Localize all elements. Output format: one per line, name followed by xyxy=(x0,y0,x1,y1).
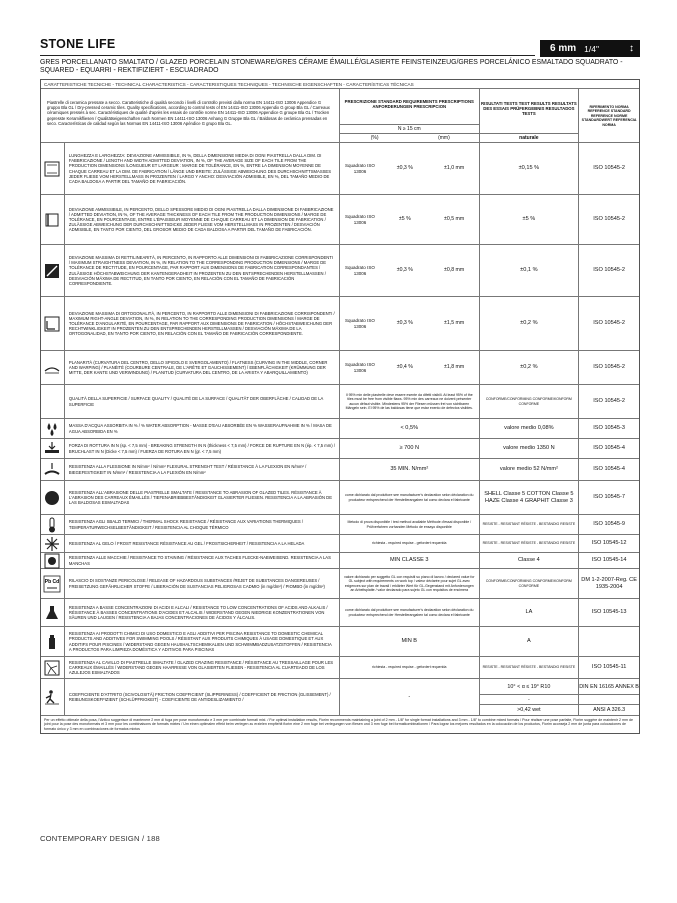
thickness-inch: 1/4" xyxy=(584,43,599,54)
result-value: 10° < α ≤ 19° R10 xyxy=(480,679,579,695)
reference-header: RIFERIMENTO NORMA REFERENCE STANDARD REFERENCE NORME STANDARDWERT REFERENCIA NORMA xyxy=(581,105,637,127)
tolerance-mm: ±0,8 mm xyxy=(430,245,480,296)
requirement-value: MIN CLASSE 3 xyxy=(340,553,480,568)
flexural-strength-icon xyxy=(41,459,65,480)
thickness-mm: 6 mm xyxy=(550,43,577,54)
thickness-icon xyxy=(41,195,65,244)
requirement-value: richiesta - required requise - gefordert requerida xyxy=(340,657,480,678)
result-value: LA xyxy=(480,599,580,626)
crazing-icon xyxy=(41,657,65,678)
requirement-value: ≥ 700 N xyxy=(340,439,480,458)
row-description: PLANARITÀ (CURVATURA DEL CENTRO, DELLO SPIGOLO E SVERGOLAMENTO) / FLATNESS (CURVING IN THE MIDDLE, CORNER AND WARPING) / PLANÉITÉ (COURBURE CENTRALE, DE L'ARÊTE ET GAUCHISSEMENT) / EBENFLÄCHIGKEIT (KRÜMMUNG DER MITTE, DER KANTE UND VERWINDUNG) / PLANITUD (CURVATURA DEL CENTRO, DE LA ARISTA Y ABARQUILLAMIENTO) xyxy=(65,351,340,384)
requirement-value: richiesta - required requise - gefordert requerida xyxy=(340,535,480,552)
tech-line: CARATTERISTICHE TECNICHE - TECHNICAL CHARACTERISTICS - CARACTERISTIQUES TECHNIQUES - TECHNISCHE EIGENSCHAFTEN - CARACTERÍSTICAS TÉCNICAS xyxy=(41,80,639,89)
results-stack xyxy=(480,679,580,715)
thermal-shock-icon xyxy=(41,515,65,534)
table-row xyxy=(41,297,639,351)
requirements-header xyxy=(340,89,480,142)
requirement-value: come dichiarato dal produttore see manufacturer's declaration selon déclaration du producteur entsprechend der Herstellerangaben tal como declara el fabricante xyxy=(340,599,480,626)
abrasion-icon xyxy=(41,481,65,514)
result-value: RESISTE - RESISTANT RÉSISTE - BESTÄNDIG RESISTE xyxy=(480,535,580,552)
result-value: valore medio 1350 N xyxy=(480,439,580,458)
requirement-value: come dichiarato dal produttore see manufacturer's declaration selon déclaration du producteur entsprechend der Herstellerangaben tal como declara el fabricante xyxy=(340,481,480,514)
table-row xyxy=(41,143,639,195)
results-natural: naturale xyxy=(480,133,579,142)
requirements-units xyxy=(340,133,479,142)
row-description: DEVIAZIONE MASSIMA DI RETTILINEARITÀ, IN PERCENTO, IN RAPPORTO ALLE DIMENSIONI DI FABBRICAZIONE CORRISPONDENTI / MAXIMUM STRAIGHTNESS DEVIATION, IN %, IN RELATION TO THE CORRESPONDING PRODUCTION DIMENSIONS / MARGE DE TOLÉRANCE DE RECTITUDE, EN POURCENTAGE, PAR RAPPORT AUX DIMENSIONS DE FABRICATION CORRESPONDANTES / ZULÄSSIGE HÖCHSTABWEICHUNG DER KANTENGERADHEIT IN PROZENTEN ZU DEN ENTSPRECHENDEN HERSTELLMASSEN / DESVIACIÓN MÁXIMA DE RECTITUD, EN TANTO POR CIENTO, EN RELACIÓN CON EL TAMAÑO DE FABRICACIÓN CORRESPONDIENTE. xyxy=(65,245,340,296)
iso-reference: ISO 10545-2 xyxy=(593,398,625,405)
iso-reference: ISO 10545-3 xyxy=(593,425,625,432)
table-row xyxy=(41,419,639,439)
tolerance-mm: ±1,8 mm xyxy=(430,351,480,384)
breaking-strength-icon xyxy=(41,439,65,458)
technical-table xyxy=(40,79,640,734)
tolerance-percent: ±0,3 % xyxy=(396,320,413,326)
tolerance-mm: ±1,0 mm xyxy=(430,143,480,194)
standard-label: Squadrato ISO 13006 xyxy=(345,265,375,276)
row-description: QUALITÀ DELLA SUPERFICIE / SURFACE QUALITY / QUALITÉ DE LA SURFACE / QUALITÄT DER OBERFLÄCHE / CALIDAD DE LA SUPERFICIE xyxy=(65,385,340,418)
footnote: Per un effetto ottimale della posa, l'Antico suggerisce di mantenere 2 mm di fuga per pose monoformato e 3 mm per combinate formati mixi. / For optimal installation results, Fiorim recommends maintaining a joint of 2 mm - 1/8" for single format installations and 3 mm - 1/8" to combine mixed formats / Pour réaliser une pose parfaite, Fiorim suggère de maintenir 2 mm de joint pour la pose des monoformats et 3 mm pour les combinaisons de formats mixtes / Um einen optimalen effekt beim verlegen zu erzielen empfiehlt fiorim eine 2 mm fuge bei verlegungen von fliesen und 3 mm fuge bei formatkombinationen / Para lograr los mejores resultados en la colocación de los productos, Fiorim aconseja 2 mm de junta para colocaciones de formato único y 3 mm en combinaciones de formatos mixtos xyxy=(41,715,639,733)
row-description: RESISTENZA ALL'ABRASIONE DELLE PIASTRELLE SMALTATE / RESISTANCE TO ABRASION OF GLAZED TILES. RÉSISTANCE À L'ABRASION DES CARREAUX ÉMAILLÉS / TIEFENABRIEBBESTÄNDIGKEIT GLASIERTER FLIESEN. RESISTENCIA A LA ABRASIÓN DE LAS BALDOSAS ESMALTADAS xyxy=(65,481,340,514)
intro-text: Piastrelle di ceramica pressate a secco. Caratteristiche di qualità secondo i livelli di controllo previsti dalla norma EN 14411-ISO 13006 Appendice G gruppo Bla GL / Dry-pressed ceramic tiles. Quality specifications, according to control tests of EN 14411-ISO 13006 Appendix G group Bla GL / Carreaux céramiques pressés à sec. Caractéristiques de qualité d'après les essais de contrôle norme EN 14411-ISO 13006 Appendice G groupe Bla GL / Trocken gepresste Keramikfliesen / Qualitätseigenschaften nach Normen EN 14411-ISO 13006 Anhang G Gruppe Bla GL / Baldosas de cerámica prensadas en seco. Características de calidad según las Normas EN 14411-ISO 13006 Apéndice G grupo Bla GL. xyxy=(41,89,340,142)
requirements-title: PRESCRIZIONE STANDARD REQUIREMENTS PRESCRIPTIONS ANFORDERUNGEN PRESCRIPCION xyxy=(344,99,474,109)
table-row xyxy=(41,553,639,569)
row-description: LUNGHEZZA E LARGHEZZA: DEVIAZIONE AMMISSIBILE, IN %, DELLA DIMENSIONE MEDIA DI OGNI PIASTRELLA DALLA DIM. DI FABBRICAZIONE / LENGTH AND WIDTH ADMITTED DEVIATION, IN %, OF THE AVERAGE SIZE OF EACH TILE FROM THE PRODUCTION DIMENSIONS /LONGUEUR ET LARGEUR : MARGE DE TOLÉRANCE, EN %, ENTRE LA DIMENSION MOYENNE DE CHAQUE CARREAU ET LA DIM. DE FABRICATION / LÄNGE UND BREITE: ZULÄSSIGE ABWEICHUNG DES DURCHSCHNITTSMASSES JEDER FLIESE VOM HERSTELLMASS IN PROZENTEN / LARGO Y ANCHO: DESVIACIÓN ADMISIBLE, EN %, DEL TAMAÑO MEDIO DE CADA BALDOSA A PARTIR DEL TAMAÑO DE FABRICACIÓN. xyxy=(65,143,340,194)
row-description: FORZA DI ROTTURA IN N (sp. < 7,5 mm) - BREAKING STRENGTH IN N (thickness < 7,5 mm) / FORCE DE RUPTURE EN N (ép. < 7,5 mm) / BRUCHLAST IN N (Dicke < 7,5 mm) / FUERZA DE ROTURA EN N (gr. < 7,5 mm) xyxy=(65,439,340,458)
iso-stack xyxy=(579,679,639,715)
svg-text:Pb Cd: Pb Cd xyxy=(45,578,60,585)
flatness-icon xyxy=(41,351,65,384)
result-value: ±0,2 % xyxy=(480,351,580,384)
requirement-value: MIN B xyxy=(340,627,480,656)
table-row xyxy=(41,657,639,679)
water-absorption-icon xyxy=(41,419,65,438)
iso-reference: ISO 10545-2 xyxy=(593,165,625,172)
iso-reference: ISO 10545-2 xyxy=(593,364,625,371)
result-value: A xyxy=(480,627,580,656)
orthogonality-icon xyxy=(41,297,65,350)
table-row xyxy=(41,481,639,515)
result-value: CONFORME/CONFORMING CONFORME/KONFORM CONFORME xyxy=(480,569,580,598)
result-value: - xyxy=(480,695,579,705)
iso-reference: DM 1-2-2007-Reg. CE 1935-2004 xyxy=(581,577,637,590)
requirement-value: 35 MIN. N/mm² xyxy=(340,459,480,480)
iso-reference xyxy=(579,695,639,705)
standard-label: Squadrato ISO 13006 xyxy=(345,318,375,329)
table-row xyxy=(41,195,639,245)
result-value: >0,42 wet xyxy=(517,707,541,713)
unit-percent: (%) xyxy=(370,135,379,141)
iso-reference: ISO 10545-14 xyxy=(591,557,627,564)
unit-mm: (mm) xyxy=(438,135,450,141)
straightness-icon xyxy=(41,245,65,296)
requirement-value: valore dichiarato per soggetto GL con requisiti su piano di lavoro / declared value for GL subject with requirements on work top / valeur déclarée pour sujet GL avec exigences sur plan de travail / erklärter Wert für GL-Gegenstand mit Anforderungen an Arbeitsplatte / valor declarado para sujeto GL con requisitos de encimera xyxy=(340,569,480,598)
results-title: RISULTATI TESTS TEST RESULTS RESULTATS DES ESSAIS PRÜFERGEBNIS RESULTADOS TESTS xyxy=(481,101,577,116)
iso-reference: ISO 10545-2 xyxy=(593,320,625,327)
page-footer: CONTEMPORARY DESIGN / 188 xyxy=(40,834,160,843)
row-description: DEVIAZIONE MASSIMA DI ORTOGONALITÀ, IN PERCENTO, IN RAPPORTO ALLE DIMENSIONI DI FABBRICAZIONE CORRISPONDENTI / MAXIMUM RIGHT-ANGLE DEVIATION, IN %, IN RELATION TO THE CORRESPONDING PRODUCTION DIMENSIONS / MARGE DE TOLÉRANCE D'ANGULARITÉ, EN POURCENTAGE, PAR RAPPORT AUX DIMENSIONS DE FABRICATION / HÖCHSTABWEICHUNG DER RECHTWINKLIGKEIT IN PROZENTEN ZU DEN ENTSPRECHENDEN HERSTELLMASSEN / DESVIACIÓN MÁXIMA DE LA ORTOGONALIDAD, EN TANTO POR CIENTO, EN RELACIÓN CON EL TAMAÑO DE FABRICACIÓN CORRESPONDIENTE. xyxy=(65,297,340,350)
household-chemicals-icon xyxy=(41,627,65,656)
requirement-value: < 0,5% xyxy=(340,419,480,438)
result-value: ±0,2 % xyxy=(480,297,580,350)
iso-reference xyxy=(579,627,639,656)
iso-reference: ISO 10545-12 xyxy=(591,540,627,547)
table-body xyxy=(41,143,639,715)
row-description: MASSA D'ACQUA ASSORBITA IN % / % WATER ABSORPTION - MASSE D'EAU ABSORBÉE EN % WASSERAUFNAHME IN % / MASA DE AGUA ABSORBIDA EN % xyxy=(65,419,340,438)
tolerance-percent: ±0,3 % xyxy=(396,165,413,171)
icon-cell xyxy=(41,385,65,418)
table-row xyxy=(41,245,639,297)
iso-reference: ISO 10545-4 xyxy=(593,466,625,473)
table-row xyxy=(41,569,639,599)
iso-reference: ISO 10545-9 xyxy=(593,521,625,528)
standard-label: Squadrato ISO 13006 xyxy=(345,362,375,373)
thickness-arrows-icon: ↕ xyxy=(629,43,634,54)
lead-cadmium-icon xyxy=(41,569,65,598)
requirement-value: Il 95% min delle piastrelle deve essere esente da difetti visibili. At least 95% of the tiles must be free from visible flaws. 95% min des carreaux ne doivent présenter aucun défaut visible. Mindestens 95% der Fliesen müssen frei von sichtbaren Mängeln sein. El 95% de las baldosas tiene que estar exento de defectos visibles. xyxy=(340,385,480,418)
product-subtitle: GRES PORCELLANATO SMALTATO / GLAZED PORCELAIN STONEWARE/GRES CÉRAME ÉMAILLÉ/GLASIERTE FEINSTEINZEUG/GRES PORCELÁNICO ESMALTADO SQUADRATO - SQUARED - EQUARRI - REKTIFIZIERT - ESCUADRADO xyxy=(40,59,623,74)
iso-reference: ISO 10545-7 xyxy=(593,494,625,501)
result-value: ±0,1 % xyxy=(480,245,580,296)
row-description: RESISTENZA ALLA FLESSIONE IN N/mm² / N/mm² FLEXURAL STRENGHT TEST / RÉSISTANCE À LA FLEXION EN N/mm² / BIEGEFESTIGKEIT IN N/mm² / RESISTENCIA A LA FLEXIÓN EN N/mm² xyxy=(65,459,340,480)
row-description: RESISTENZA AL CAVILLO DI PIASTRELLE SMALTATE / GLAZED CRAZING RESISTANCE / RÉSISTANCE AU TRESSAILLAGE POUR LES CARREAUX ÉMAILLÉS / WIDERSTAND GEGEN HAARRISSE VON GLASIERTEN FLIESEN - RESISTENCIA AL CUARTEADO DE LOS AZULEJOS ESMALTADOS xyxy=(65,657,340,678)
row-description: RESISTENZA AI PRODOTTI CHIMICI DI USO DOMESTICO E AGLI ADDITIVI PER PISCINA RESISTANCE TO DOMESTIC CHEMICAL PRODUCTS AND ADDITIVES FOR SWIMMING POOLS / RÉSISTANT AUX PRODUITS CHIMIQUES À USAGE DOMESTIQUE ET AUX ADDITIFS POUR PISCINES / WIDERSTAND GEGEN HAUSHALTSCHEMIKALIEN UND SCHWIMMBADZUSATZSTOFFEN / RESISTENCIA A PRODUCTOS PARA LIMPIEZA DOMÉSTICA Y ADITIVOS PARA PISCINAS xyxy=(65,627,340,656)
thickness-badge xyxy=(540,40,640,57)
table-row xyxy=(41,459,639,481)
requirement-value: Metodo di prova disponibile / test method available Méthode d'essai disponible / Prüfverfahren vorhanden Método de ensayo disponible xyxy=(340,515,480,534)
frost-icon xyxy=(41,535,65,552)
table-header xyxy=(41,89,639,143)
iso-reference: DIN EN 16165 ANNEX B xyxy=(579,679,639,695)
table-row xyxy=(41,627,639,657)
requirements-norm: N ≥ 15 cm xyxy=(340,124,479,133)
page-title: STONE LIFE xyxy=(40,37,116,51)
chemical-resistance-icon xyxy=(41,599,65,626)
iso-reference: ISO 10545-2 xyxy=(593,216,625,223)
row-description: RILASCIO DI SOSTANZE PERICOLOSE / RELEASE OF HAZARDOUS SUBSTANCES /REJET DE SUBSTANCES DANGEREUSES / FREISETZUNG GEFÄHRLICHER STOFFE / LIBERACIÓN DE SUSTANCIAS PELIGROSAS CADMIO (in mg/dm²) / PIOMBO (in mg/dm²) xyxy=(65,569,340,598)
table-row xyxy=(41,535,639,553)
result-value: ±0,15 % xyxy=(480,143,580,194)
row-description: RESISTENZA AGLI SBALZI TERMICI / THERMAL SHOCK RESISTANCE / RÉSISTANCE AUX VARIATIONS THERMIQUES / TEMPERATURWECHSELBESTÄNDIGKEIT / RESISTENCIA AL CHOQUE TÉRMICO xyxy=(65,515,340,534)
tolerance-mm: ±0,5 mm xyxy=(430,195,480,244)
iso-reference: ISO 10545-4 xyxy=(593,445,625,452)
iso-reference: ISO 10545-2 xyxy=(593,267,625,274)
result-value: Classe 4 xyxy=(480,553,580,568)
tolerance-mm: ±1,5 mm xyxy=(430,297,480,350)
length-width-icon xyxy=(41,143,65,194)
standard-label: Squadrato ISO 13006 xyxy=(345,163,375,174)
standard-label: Squadrato ISO 13006 xyxy=(345,214,375,225)
iso-reference: ISO 10545-13 xyxy=(591,609,627,616)
result-value: RESISTE - RESISTANT RÉSISTE - BESTÄNDIG RESISTE xyxy=(480,515,580,534)
table-row xyxy=(41,439,639,459)
row-description: RESISTENZA A BASSE CONCENTRAZIONI DI ACIDI E ALCALI / RESISTANCE TO LOW CONCENTRATIONS OF ACIDS AND ALKALIS / RÉSISTANCE À BASSES CONCENTRATIONS D'ACIDES ET ALCALIS / WIDERSTAND GEGEN NIEDRIGE KONZENTRATIONEN VON SÄUREN UND LAUGEN / RESISTENCIA A BAJAS CONCENTRACIONES DE ÁCIDOS Y ÁLCALIS. xyxy=(65,599,340,626)
result-value: RESISTE - RESISTANT RÉSISTE - BESTÄNDIG RESISTE xyxy=(480,657,580,678)
tolerance-percent: ±5 % xyxy=(398,216,411,222)
iso-reference: ANSI A 326.3 xyxy=(593,707,626,713)
table-row xyxy=(41,515,639,535)
table-row xyxy=(41,351,639,385)
iso-reference: ISO 10545-11 xyxy=(591,664,627,671)
results-header xyxy=(480,89,580,142)
result-value: CONFORME/CONFORMING CONFORME/KONFORM CONFORME xyxy=(480,385,580,418)
row-description: COEFFICIENTE D'ATTRITO (SCIVOLOSITÀ) FRICTION COEFFICIENT (SLIPPERINESS) / COEFFICIENT DE FRICTION (GLISSEMENT) / REIBUNGSKOEFFIZIENT (SCHLÜPFRIGKEIT) - COEFICIENTE DE ANTIDESLIZAMIENTO / xyxy=(65,679,340,715)
table-row xyxy=(41,679,639,715)
requirement-value: - xyxy=(340,679,480,715)
title-rule xyxy=(40,55,535,56)
result-value: ±5 % xyxy=(480,195,580,244)
result-value: SHELL Classe 5 COTTON Classe 5 HAZE Classe 4 GRAPHIT Classe 3 xyxy=(480,481,580,514)
table-row xyxy=(41,599,639,627)
staining-icon xyxy=(41,553,65,568)
result-value: valore medio 52 N/mm² xyxy=(480,459,580,480)
result-value: valore medio 0,08% xyxy=(480,419,580,438)
row-description: RESISTENZA ALLE MACCHIE / RESISTANCE TO STAINING / RÉSISTANCE AUX TACHES FLECKE-NABWEISEND. RESISTENCIA A LAS MANCHAS xyxy=(65,553,340,568)
slip-resistance-icon xyxy=(41,679,65,715)
row-description: RESISTENZA AL GELO / FROST RESISTANCE RÉSISTANCE AU GEL / FROSTSICHERHEIT / RESISTENCIA A LA HELADA xyxy=(65,535,340,552)
row-description: DEVIAZIONE AMMISSIBILE, IN PERCENTO, DELLO SPESSORE MEDIO DI OGNI PIASTRELLA DALLA DIMENSIONE DI FABBRICAZIONE / ADMITTED DEVIATION, IN %, OF THE AVERAGE THICKNESS OF EACH TILE FROM THE PRODUCTION DIMENSIONS / MARGE DE TOLÉRANCE, EN POURCENTAGE, ENTRE L'ÉPAISSEUR MOYENNE DE CHAQUE CARREAU ET LA DIMENSION DE FABRICATION / ZULÄSSIGE ABWEICHUNG DER DURCHSCHNITTSDICKE JEDER FLIESE VOM HERSTELLMASS IN PROZENTEN / DESVIACIÓN ADMISIBLE, EN TANTO POR CIENTO, DEL GROSOR MEDIO DE CADA BALDOSA A PARTIR DEL TAMAÑO DE FABRICACIÓN. xyxy=(65,195,340,244)
tolerance-percent: ±0,4 % xyxy=(396,364,413,370)
table-row xyxy=(41,385,639,419)
tolerance-percent: ±0,3 % xyxy=(396,267,413,273)
